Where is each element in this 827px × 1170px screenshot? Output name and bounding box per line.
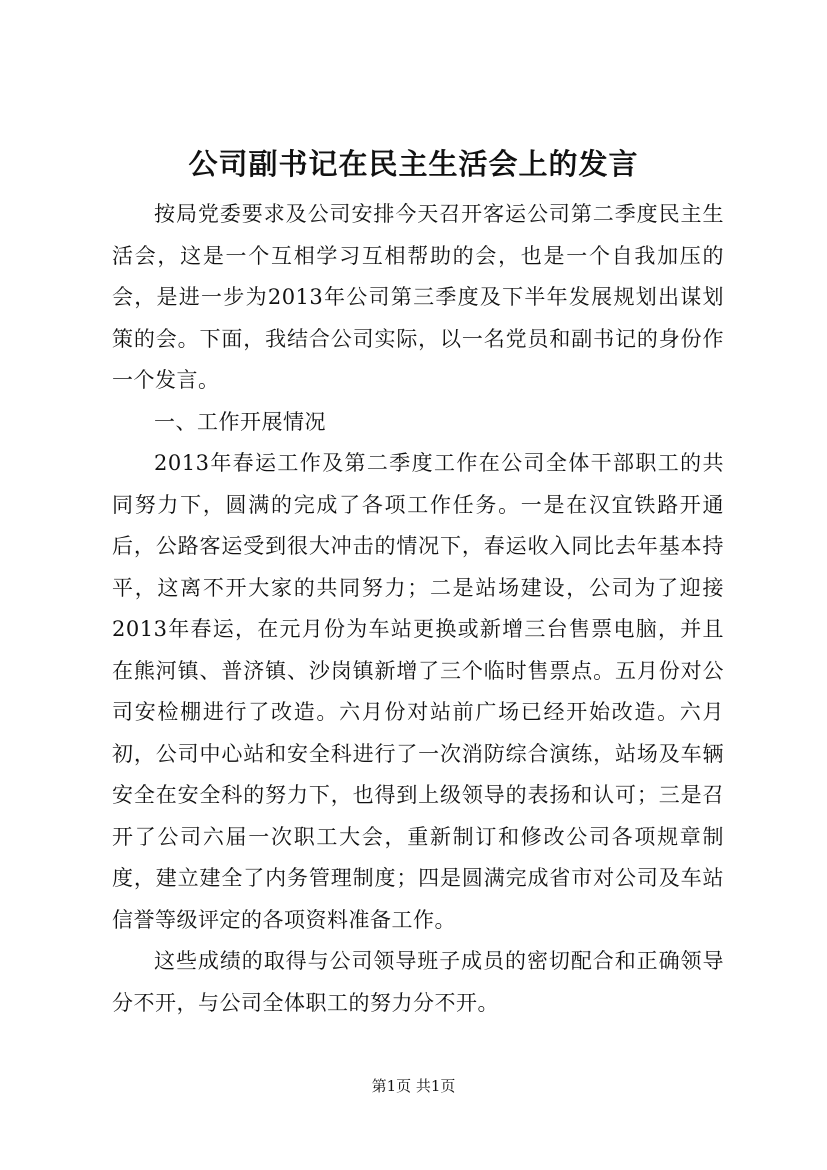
paragraph-conclusion: 这些成绩的取得与公司领导班子成员的密切配合和正确领导分不开，与公司全体职工的努力分不开。 — [112, 949, 724, 1015]
paragraph-intro: 按局党委要求及公司安排今天召开客运公司第二季度民主生活会，这是一个互相学习互相帮助的会，也是一个自我加压的会，是进一步为2013年公司第三季度及下半年发展规划出谋划策的会。下面，我结合公司实际，以一名党员和副书记的身份作一个发言。 — [112, 202, 724, 392]
document-title: 公司副书记在民主生活会上的发言 — [188, 147, 639, 181]
document-body — [112, 194, 724, 1024]
page-number-footer: 第1页 共1页 — [371, 1077, 456, 1095]
paragraph-work-summary: 2013年春运工作及第二季度工作在公司全体干部职工的共同努力下，圆满的完成了各项工作任务。一是在汉宜铁路开通后，公路客运受到很大冲击的情况下，春运收入同比去年基本持平，这离不开大家的共同努力；二是站场建设，公司为了迎接2013年春运，在元月份为车站更换或新增三台售票电脑，并且在熊河镇、普济镇、沙岗镇新增了三个临时售票点。五月份对公司安检棚进行了改造。六月份对站前广场已经开始改造。六月初，公司中心站和安全科进行了一次消防综合演练，站场及车辆安全在安全科的努力下，也得到上级领导的表扬和认可；三是召开了公司六届一次职工大会，重新制订和修改公司各项规章制度，建立建全了内务管理制度；四是圆满完成省市对公司及车站信誉等级评定的各项资料准备工作。 — [112, 451, 724, 932]
section-heading: 一、工作开展情况 — [154, 409, 326, 434]
